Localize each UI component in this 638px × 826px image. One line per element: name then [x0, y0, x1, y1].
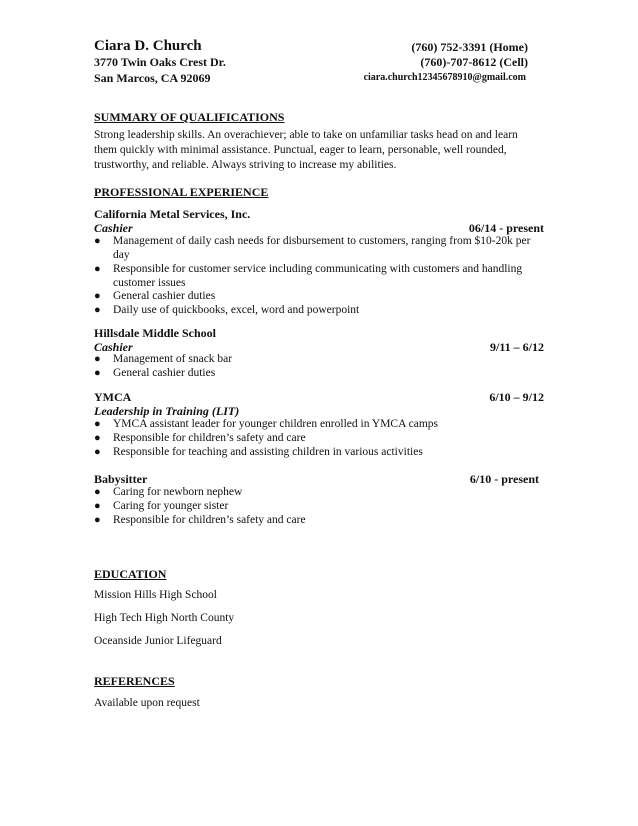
job-bullet-text: Responsible for children’s safety and care	[113, 432, 306, 444]
job-dates: 6/10 – 9/12	[489, 390, 544, 404]
job-title: Cashier	[94, 340, 133, 354]
phone-home: (760) 752-3391 (Home)	[411, 40, 528, 54]
job-bullet-text: Daily use of quickbooks, excel, word and powerpoint	[113, 304, 360, 316]
bullet-icon: ●	[94, 486, 101, 498]
job-bullet-text: Caring for younger sister	[113, 500, 229, 512]
education-item: Mission Hills High School	[94, 589, 218, 601]
references-text: Available upon request	[94, 697, 200, 709]
address-line-2: San Marcos, CA 92069	[94, 71, 211, 85]
summary-heading: SUMMARY OF QUALIFICATIONS	[94, 110, 285, 124]
bullet-icon: ●	[94, 304, 101, 316]
job-employer: California Metal Services, Inc.	[94, 207, 251, 221]
bullet-icon: ●	[94, 290, 101, 302]
email-address: ciara.church12345678910@gmail.com	[363, 72, 526, 83]
candidate-name: Ciara D. Church	[94, 38, 202, 54]
job-bullet-text: Responsible for teaching and assisting children in various activities	[113, 446, 423, 458]
bullet-icon: ●	[94, 500, 101, 512]
job-bullet-text: Responsible for children’s safety and care	[113, 514, 306, 526]
bullet-icon: ●	[94, 446, 101, 458]
job-bullet-text: day	[113, 249, 130, 261]
bullet-icon: ●	[94, 367, 101, 379]
summary-line: Strong leadership skills. An overachiever; able to take on unfamiliar tasks head on and learn	[94, 129, 518, 141]
job-title: Leadership in Training (LIT)	[94, 404, 240, 418]
education-item: Oceanside Junior Lifeguard	[94, 635, 222, 647]
address-line-1: 3770 Twin Oaks Crest Dr.	[94, 55, 226, 69]
experience-heading: PROFESSIONAL EXPERIENCE	[94, 185, 269, 199]
bullet-icon: ●	[94, 514, 101, 526]
job-dates: 9/11 – 6/12	[489, 340, 544, 354]
job-employer: Hillsdale Middle School	[94, 326, 217, 340]
job-bullet-text: customer issues	[113, 277, 186, 289]
job-bullet-text: General cashier duties	[113, 367, 216, 379]
bullet-icon: ●	[94, 432, 101, 444]
summary-line: them quickly with minimal assistance. Punctual, eager to learn, personable, well rounded,	[94, 144, 507, 156]
summary-line: trustworthy, and reliable. Always striving to increase my abilities.	[94, 159, 397, 171]
bullet-icon: ●	[94, 235, 101, 247]
job-bullet-text: Management of daily cash needs for disbursement to customers, ranging from $10-20k per	[113, 235, 531, 247]
education-item: High Tech High North County	[94, 612, 235, 624]
references-heading: REFERENCES	[94, 674, 175, 688]
job-employer: YMCA	[94, 390, 132, 404]
phone-cell: (760)-707-8612 (Cell)	[420, 55, 528, 69]
job-bullet-text: YMCA assistant leader for younger children enrolled in YMCA camps	[113, 418, 439, 430]
job-dates: 06/14 - present	[468, 221, 544, 235]
job-bullet-text: Caring for newborn nephew	[113, 486, 243, 498]
job-bullet-text: Management of snack bar	[113, 353, 233, 365]
bullet-icon: ●	[94, 353, 101, 365]
education-heading: EDUCATION	[94, 567, 167, 581]
job-employer: Babysitter	[94, 472, 148, 486]
job-dates: 6/10 - present	[469, 472, 539, 486]
job-title: Cashier	[94, 221, 133, 235]
job-bullet-text: General cashier duties	[113, 290, 216, 302]
bullet-icon: ●	[94, 263, 101, 275]
job-bullet-text: Responsible for customer service including communicating with customers and handling	[113, 263, 523, 275]
bullet-icon: ●	[94, 418, 101, 430]
